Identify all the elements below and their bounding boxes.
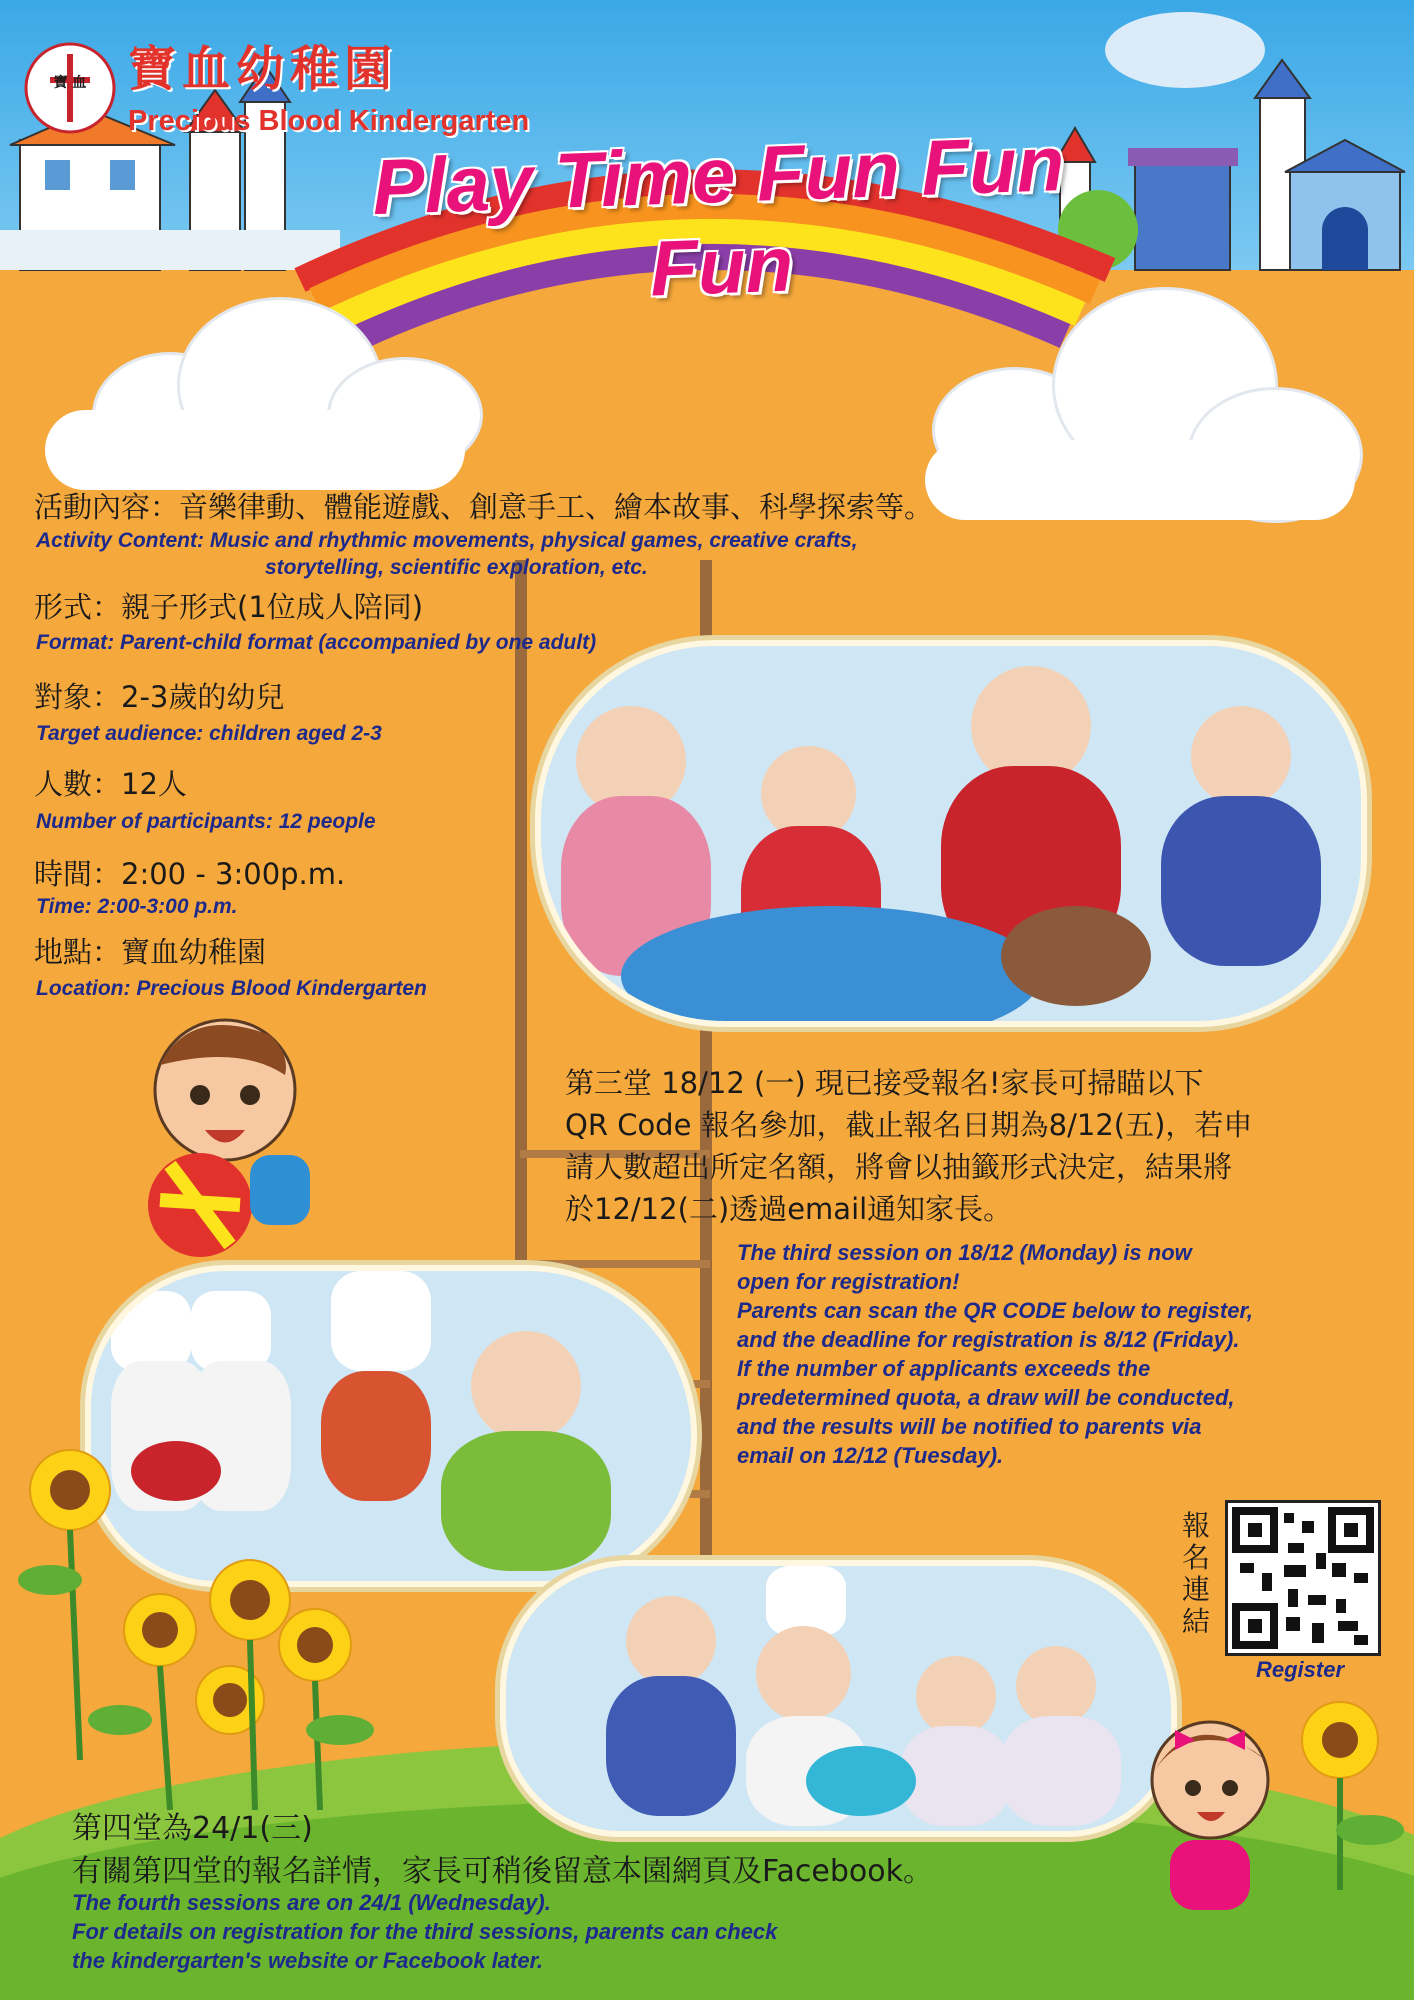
logo-text: 寶 血 bbox=[53, 75, 87, 91]
qr-code[interactable] bbox=[1225, 1500, 1381, 1656]
fourth-session-en-1: The fourth sessions are on 24/1 (Wednesday). bbox=[72, 1890, 551, 1915]
child bbox=[916, 1656, 996, 1736]
girl-cartoon bbox=[1135, 1710, 1285, 1920]
target-zh: 對象：2-3歲的幼兒 bbox=[34, 680, 285, 714]
activity-photo bbox=[500, 1560, 1177, 1837]
fourth-session-zh-2: 有關第四堂的報名詳情，家長可稍後留意本園網頁及Facebook。 bbox=[72, 1854, 933, 1889]
third-session-en-7: and the results will be notified to parents via bbox=[737, 1414, 1202, 1439]
chef-hat bbox=[331, 1271, 431, 1371]
time-en: Time: 2:00-3:00 p.m. bbox=[36, 895, 238, 918]
activity-photo bbox=[535, 640, 1367, 1027]
child bbox=[756, 1626, 851, 1721]
cloud bbox=[925, 440, 1355, 520]
time-zh: 時間：2:00 - 3:00p.m. bbox=[34, 857, 346, 891]
content-en: Activity Content: Music and rhythmic movements, physical games, creative crafts, bbox=[36, 529, 858, 552]
target-en: Target audience: children aged 2-3 bbox=[36, 722, 382, 745]
child bbox=[901, 1726, 1011, 1826]
child bbox=[1191, 706, 1291, 806]
sunflower bbox=[1270, 1690, 1410, 1890]
fourth-session-en-2: For details on registration for the third sessions, parents can check bbox=[72, 1919, 778, 1944]
third-session-en-3: Parents can scan the QR CODE below to register, bbox=[737, 1298, 1253, 1323]
third-session-zh-3: 請人數超出所定名額，將會以抽籤形式決定，結果將 bbox=[565, 1150, 1233, 1184]
third-session-zh-2: QR Code 報名參加，截止報名日期為8/12(五)，若申 bbox=[565, 1108, 1253, 1142]
sunflowers bbox=[10, 1430, 390, 1830]
chef-hat bbox=[191, 1291, 271, 1371]
cloud bbox=[45, 410, 465, 490]
child bbox=[606, 1676, 736, 1816]
format-zh: 形式：親子形式(1位成人陪同) bbox=[34, 590, 424, 624]
location-zh: 地點：寶血幼稚園 bbox=[34, 935, 267, 969]
location-en: Location: Precious Blood Kindergarten bbox=[36, 977, 427, 1000]
child bbox=[1161, 796, 1321, 966]
third-session-en-6: predetermined quota, a draw will be conducted, bbox=[737, 1385, 1235, 1410]
child bbox=[441, 1431, 611, 1571]
third-session-en-8: email on 12/12 (Tuesday). bbox=[737, 1443, 1004, 1468]
fourth-session-en-3: the kindergarten's website or Facebook later. bbox=[72, 1948, 544, 1973]
toy-basket bbox=[806, 1746, 916, 1816]
chef-hat bbox=[111, 1291, 191, 1371]
page-title: Play Time Fun Fun Fun bbox=[371, 118, 1066, 313]
child bbox=[1016, 1646, 1096, 1726]
third-session-zh-4: 於12/12(二)透過email通知家長。 bbox=[565, 1192, 1013, 1226]
number-en: Number of participants: 12 people bbox=[36, 810, 376, 833]
child bbox=[626, 1596, 716, 1686]
fourth-session-zh-1: 第四堂為24/1(三) bbox=[72, 1811, 313, 1846]
child bbox=[471, 1331, 581, 1441]
boy-cartoon bbox=[120, 1005, 340, 1265]
third-session-zh-1: 第三堂 18/12 (一) 現已接受報名!家長可掃瞄以下 bbox=[565, 1066, 1204, 1100]
third-session-en-4: and the deadline for registration is 8/12 (Friday). bbox=[737, 1327, 1240, 1352]
content-en-cont: storytelling, scientific exploration, etc. bbox=[265, 556, 648, 579]
register-link-label: 報名連結 bbox=[1181, 1509, 1210, 1638]
third-session-en-2: open for registration! bbox=[737, 1269, 960, 1294]
format-en: Format: Parent-child format (accompanied by one adult) bbox=[36, 631, 597, 654]
qr-code-icon bbox=[1228, 1503, 1378, 1653]
school-name-en: Precious Blood Kindergarten bbox=[128, 105, 530, 137]
school-name-zh: 寶血幼稚園 bbox=[128, 41, 399, 97]
number-zh: 人數：12人 bbox=[34, 767, 187, 801]
child bbox=[1001, 1716, 1121, 1826]
register-label[interactable]: Register bbox=[1255, 1657, 1345, 1682]
third-session-en-1: The third session on 18/12 (Monday) is now bbox=[737, 1240, 1192, 1265]
third-session-en-5: If the number of applicants exceeds the bbox=[737, 1356, 1151, 1381]
toy-pizza bbox=[1001, 906, 1151, 1006]
content-zh: 活動內容：音樂律動、體能遊戲、創意手工、繪本故事、科學探索等。 bbox=[34, 490, 934, 524]
